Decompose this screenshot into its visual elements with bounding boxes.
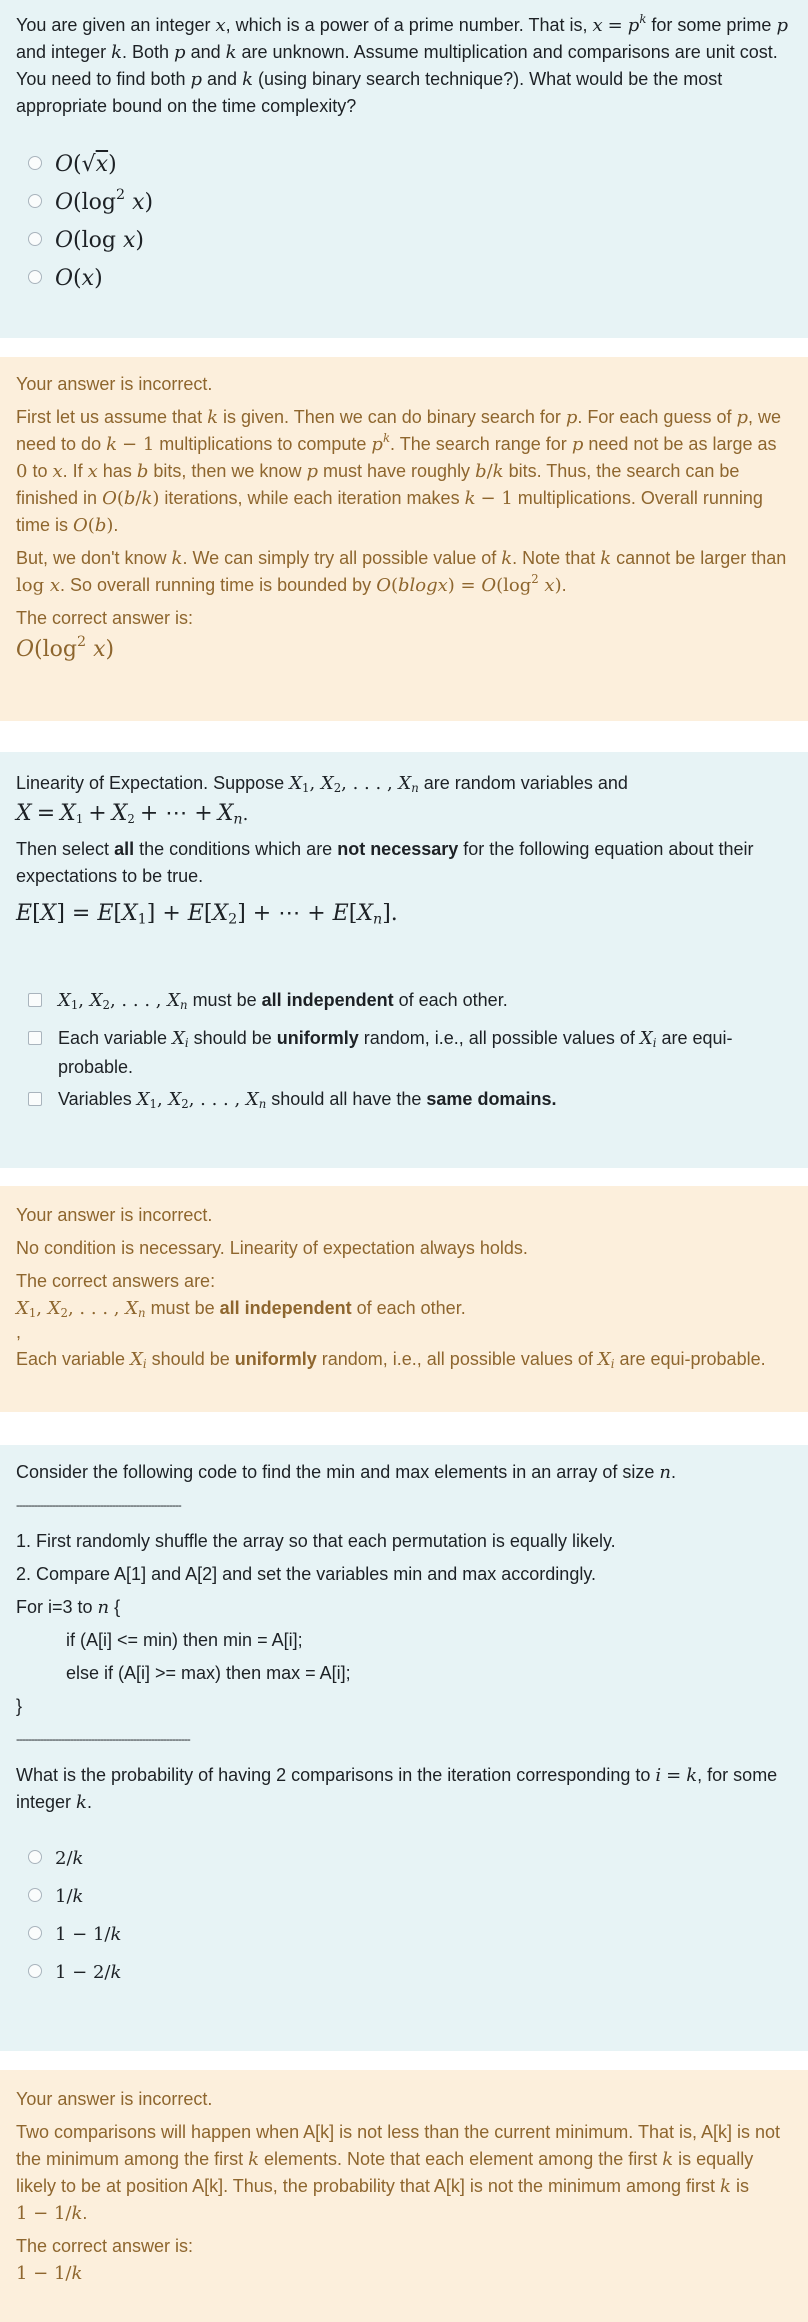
question-intro: Linearity of Expectation. Suppose $X_1$, $X_2$, . . . , $X_n$ are random variables and $X = X_1 + X_2$ + ⋯ + $X_n$. (16, 773, 628, 828)
code-loop-close: } (16, 1696, 23, 1716)
code-step-2: 2. Compare A[1] and A[2] and set the variables min and max accordingly. (16, 1564, 596, 1584)
option-label: O(√x) (55, 152, 117, 177)
radio-button[interactable] (28, 232, 42, 246)
feedback-card-2 (0, 1186, 808, 1412)
question-text: What is the probability of having 2 comparisons in the iteration corresponding to i = k, for some integer k. (16, 1765, 778, 1813)
code-line-else: else if (A[i] >= max) then max = A[i]; (66, 1663, 351, 1683)
correct-answer: 1 − 1/k (16, 2263, 83, 2284)
radio-button[interactable] (28, 1964, 42, 1978)
answer-options (0, 936, 808, 1114)
feedback-card-1 (0, 357, 808, 721)
checkbox[interactable] (28, 1031, 42, 1045)
feedback-status: Your answer is incorrect. (16, 1205, 213, 1225)
radio-button[interactable] (28, 156, 42, 170)
question-equation: $E[X] = E[X_1] + E[X_2]$ + ⋯ + $E[X_n]$. (16, 901, 398, 928)
answer-separator: , (16, 1322, 22, 1342)
correct-answer-label: The correct answer is: (16, 2236, 194, 2256)
option-label: Variables $X_1$, $X_2$, . . . , $X_n$ should all have the same domains. (58, 1089, 557, 1111)
radio-button[interactable] (28, 1850, 42, 1864)
option-label: $X_1$, $X_2$, . . . , $X_n$ must be all independent of each other. (58, 990, 508, 1012)
radio-button[interactable] (28, 270, 42, 284)
checkbox[interactable] (28, 993, 42, 1007)
option-radio-1[interactable] (28, 150, 792, 179)
correct-answer-1: $X_1$, $X_2$, . . . , $X_n$ must be all independent of each other. (16, 1298, 466, 1320)
feedback-status: Your answer is incorrect. (16, 374, 213, 394)
option-label: 1/k (55, 1886, 84, 1907)
option-radio-3[interactable] (28, 226, 792, 255)
option-label: O(x) (55, 266, 103, 291)
option-label: O(log x) (55, 228, 145, 253)
option-checkbox-1[interactable] (28, 986, 792, 1015)
code-step-1: 1. First randomly shuffle the array so that each permutation is equally likely. (16, 1531, 616, 1551)
option-radio-3[interactable] (28, 1920, 792, 1949)
radio-button[interactable] (28, 1926, 42, 1940)
answer-options (0, 126, 808, 293)
option-checkbox-2[interactable] (28, 1024, 792, 1081)
radio-button[interactable] (28, 1888, 42, 1902)
feedback-explanation: First let us assume that k is given. Then we can do binary search for p. For each guess of p, we need to do k − 1 multiplications to compute $p^k$. The search range for p need not be as large as 0 to x. If x has b bits, then we know p must have roughly b/k bits. Thus, the search can be finished in O(b/k) iterations, while each iteration makes k − 1 multiplications. Overall running time is O(b). (16, 407, 782, 536)
question-intro: Consider the following code to find the min and max elements in an array of size n. (16, 1462, 676, 1483)
correct-answer-label: The correct answers are: (16, 1271, 216, 1291)
code-line-if: if (A[i] <= min) then min = A[i]; (66, 1630, 303, 1650)
answer-options (0, 1822, 808, 1987)
feedback-explanation: Two comparisons will happen when A[k] is not less than the current minimum. That is, A[k] is not the minimum among the first k elements. Note that each element among the first k is equally likely to be at position A[k]. Thus, the probability that A[k] is not the minimum among first k is 1 − 1/k. (16, 2122, 781, 2224)
feedback-explanation-2: But, we don't know k. We can simply try all possible value of k. Note that k cannot be larger than log x. So overall running time is bounded by $O(blogx) = O(\log^2$ x). (16, 548, 787, 596)
feedback-card-3 (0, 2070, 808, 2322)
option-label: $O(\log^2$ x) (55, 187, 154, 215)
question-card-3 (0, 1445, 808, 2051)
question-text: You are given an integer x, which is a power of a prime number. That is, $x = p^k$ for some prime p and integer k. Both p and k are unknown. Assume multiplication and comparisons are unit cost. You need to find both p and k (using binary search technique?). What would be the most appropriate bound on the time complexity? (16, 11, 788, 116)
correct-answer: $O(\log^2$ x) (16, 634, 115, 662)
feedback-explanation: No condition is necessary. Linearity of expectation always holds. (16, 1238, 528, 1258)
feedback-status: Your answer is incorrect. (16, 2089, 213, 2109)
question-card-2 (0, 752, 808, 1168)
option-radio-2[interactable] (28, 188, 792, 217)
code-loop-head: For i=3 to n { (16, 1597, 121, 1618)
option-radio-4[interactable] (28, 1958, 792, 1987)
checkbox[interactable] (28, 1092, 42, 1106)
option-radio-1[interactable] (28, 1844, 792, 1873)
code-separator-bottom: ---------------------------------------------------------- (16, 1732, 190, 1746)
option-radio-4[interactable] (28, 264, 792, 293)
option-radio-2[interactable] (28, 1882, 792, 1911)
option-label: 2/k (55, 1848, 84, 1869)
option-label: 1 − 2/k (55, 1962, 122, 1983)
correct-answer-2: Each variable $X_i$ should be uniformly random, i.e., all possible values of $X_i$ are equi-probable. (16, 1349, 766, 1371)
option-checkbox-3[interactable] (28, 1085, 792, 1114)
question-instruction: Then select all the conditions which are not necessary for the following equation about their expectations to be true. (16, 839, 754, 886)
option-label: Each variable $X_i$ should be uniformly random, i.e., all possible values of $X_i$ are equi-probable. (58, 1028, 733, 1077)
correct-answer-label: The correct answer is: (16, 608, 194, 628)
option-label: 1 − 1/k (55, 1924, 122, 1945)
question-card-1 (0, 0, 808, 338)
radio-button[interactable] (28, 194, 42, 208)
code-separator-top: ------------------------------------------------------- (16, 1498, 181, 1512)
